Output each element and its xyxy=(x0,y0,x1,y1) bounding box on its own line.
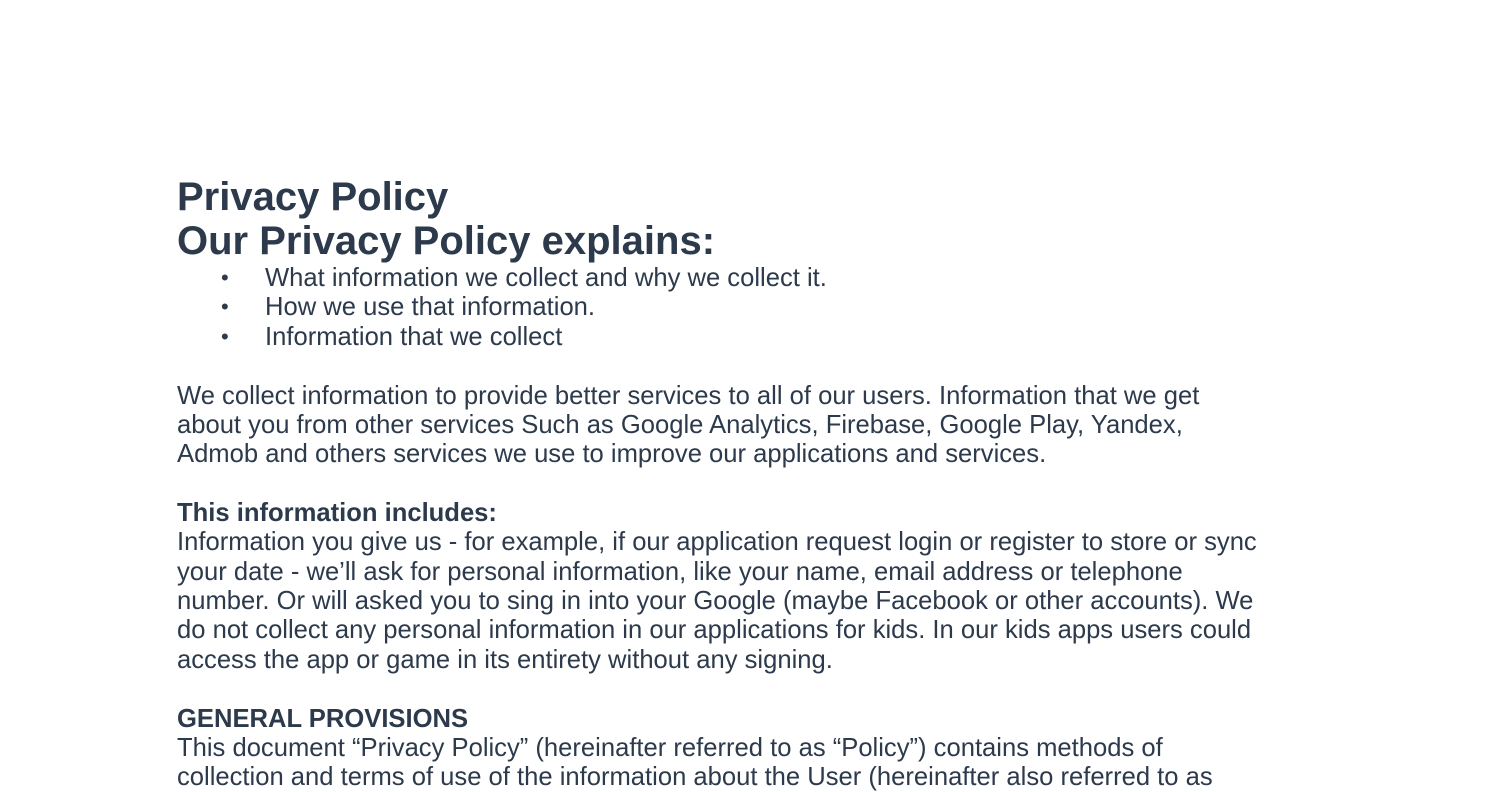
paragraph-line: about you from other services Such as Google Analytics, Firebase, Google Play, Yandex, xyxy=(177,411,1183,439)
paragraph-line: number. Or will asked you to sing in into your Google (maybe Facebook or other accounts). We xyxy=(177,587,1254,615)
list-item: What information we collect and why we collect it. xyxy=(265,264,827,292)
section-heading-general-provisions: GENERAL PROVISIONS xyxy=(177,705,469,733)
paragraph-line: collection and terms of use of the information about the User (hereinafter also referred to as xyxy=(177,763,1213,791)
list-item: Information that we collect xyxy=(265,323,563,351)
paragraph-line: do not collect any personal information in our applications for kids. In our kids apps users could xyxy=(177,616,1252,644)
page-title: Privacy Policy xyxy=(177,175,449,219)
paragraph-line: access the app or game in its entirety without any signing. xyxy=(177,646,833,674)
section-heading-includes: This information includes: xyxy=(177,499,497,527)
list-item: How we use that information. xyxy=(265,293,596,321)
bullet-icon: • xyxy=(221,324,229,349)
bullet-icon: • xyxy=(221,294,229,319)
paragraph-line: Admob and others services we use to improve our applications and services. xyxy=(177,440,1047,468)
paragraph-line: This document “Privacy Policy” (hereinafter referred to as “Policy”) contains methods of xyxy=(177,734,1163,762)
bullet-icon: • xyxy=(221,265,229,290)
paragraph-line: We collect information to provide better services to all of our users. Information that we get xyxy=(177,382,1200,410)
section-heading-explains: Our Privacy Policy explains: xyxy=(177,219,716,263)
paragraph-line: your date - we’ll ask for personal information, like your name, email address or telephone xyxy=(177,558,1183,586)
paragraph-line: Information you give us - for example, if our application request login or register to store or sync xyxy=(177,528,1257,556)
